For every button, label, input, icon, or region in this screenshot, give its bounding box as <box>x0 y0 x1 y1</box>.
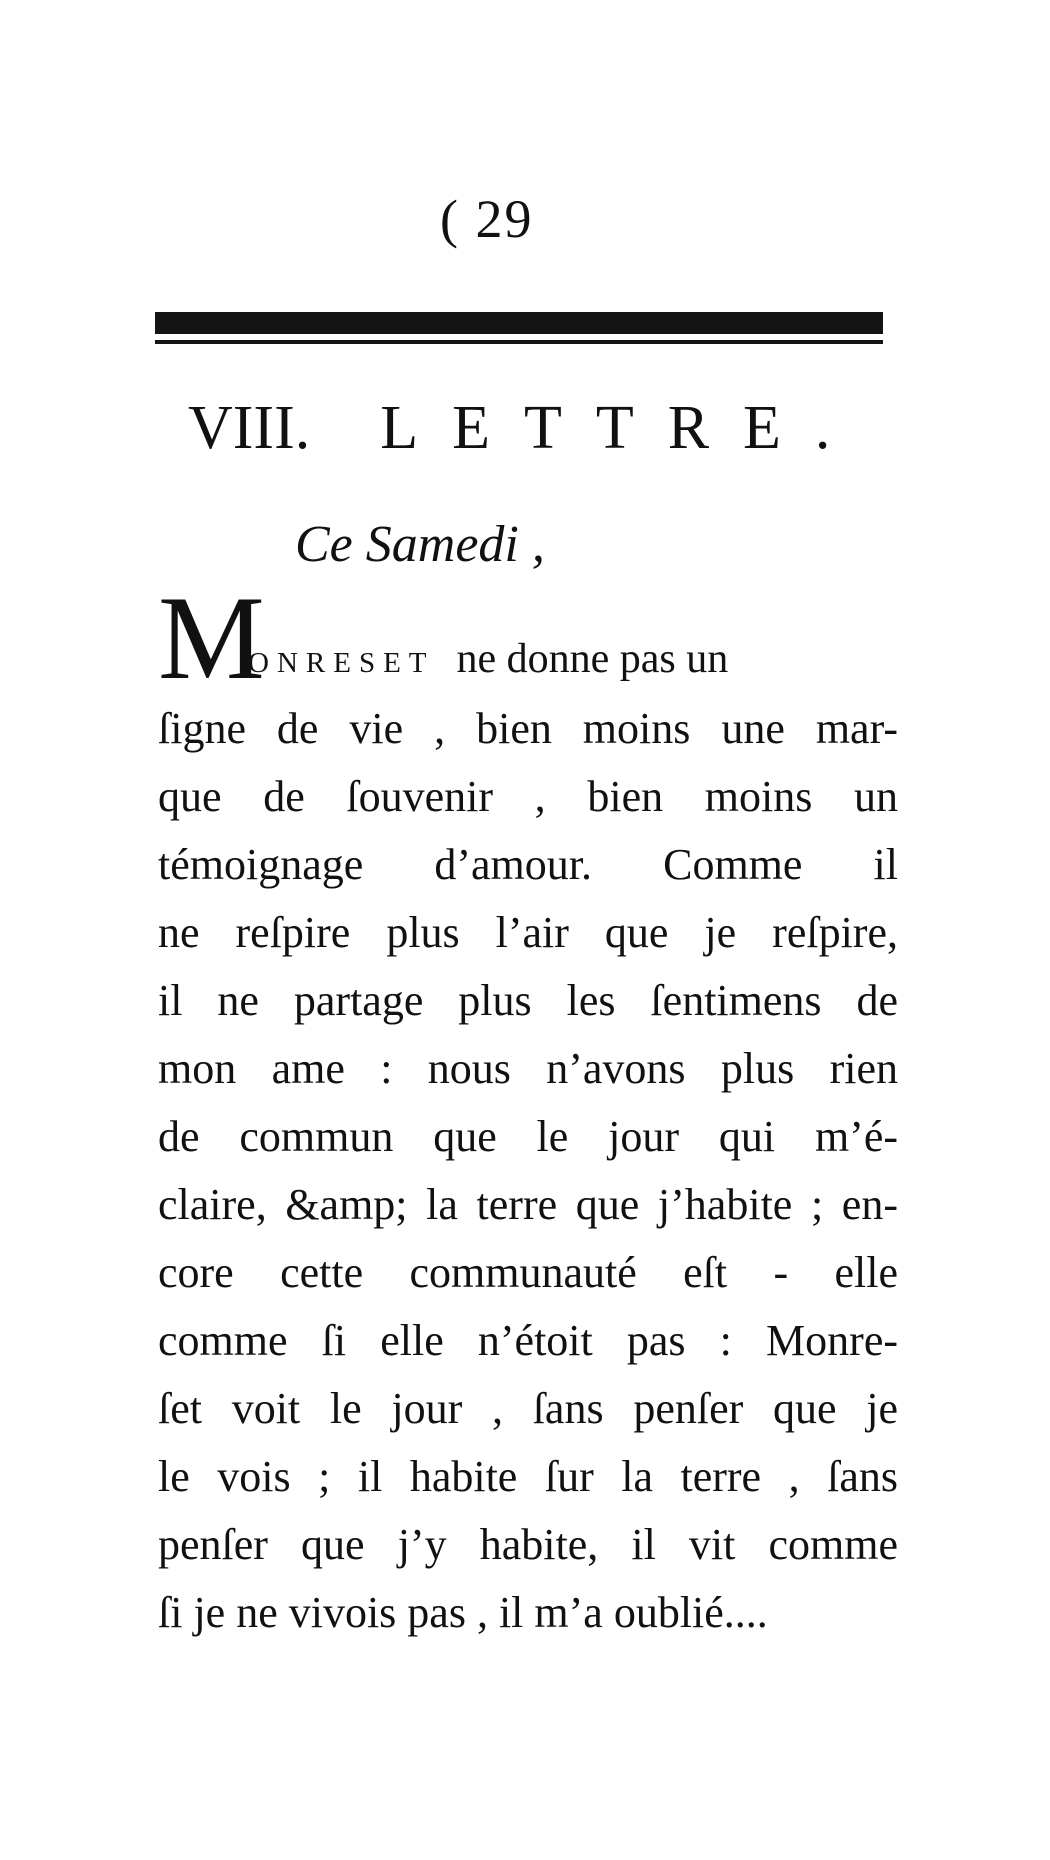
text-line: ſi je ne vivois pas , il m’a oublié.... <box>158 1588 768 1637</box>
letter-heading <box>188 393 888 464</box>
text-line: il ne partage plus les ſentimens de <box>158 976 898 1025</box>
first-word-smallcaps: ONRESET <box>248 647 435 679</box>
text-line: ne reſpire plus l’air que je reſpire, <box>158 908 898 957</box>
first-line-rest: ne donne pas un <box>456 636 729 682</box>
text-line: que de ſouvenir , bien moins un <box>158 772 898 821</box>
ornamental-rule-thick <box>155 312 883 334</box>
text-line: ſet voit le jour , ſans penſer que je <box>158 1384 898 1433</box>
text-line: core cette communauté eſt - elle <box>158 1248 898 1297</box>
text-line: claire, &amp; la terre que j’habite ; en- <box>158 1180 898 1229</box>
text-line: mon ame : nous n’avons plus rien <box>158 1044 898 1093</box>
text-line: de commun que le jour qui m’é- <box>158 1112 898 1161</box>
text-line: témoignage d’amour. Comme il <box>158 840 898 889</box>
text-line: penſer que j’y habite, il vit comme <box>158 1520 898 1569</box>
letter-title: LETTRE. <box>380 394 865 462</box>
text-line: le vois ; il habite ſur la terre , ſans <box>158 1452 898 1501</box>
letter-number: VIII. <box>188 394 311 462</box>
first-text-line <box>248 634 898 688</box>
text-line: ſigne de vie , bien moins une mar- <box>158 704 898 753</box>
text-line: comme ſi elle n’étoit pas : Monre- <box>158 1316 898 1365</box>
page-number: ( 29 <box>440 189 534 249</box>
date-line: Ce Samedi , <box>295 516 545 573</box>
drop-cap: M <box>158 571 265 704</box>
ornamental-rule-thin <box>155 340 883 344</box>
letter-body <box>158 695 898 1647</box>
